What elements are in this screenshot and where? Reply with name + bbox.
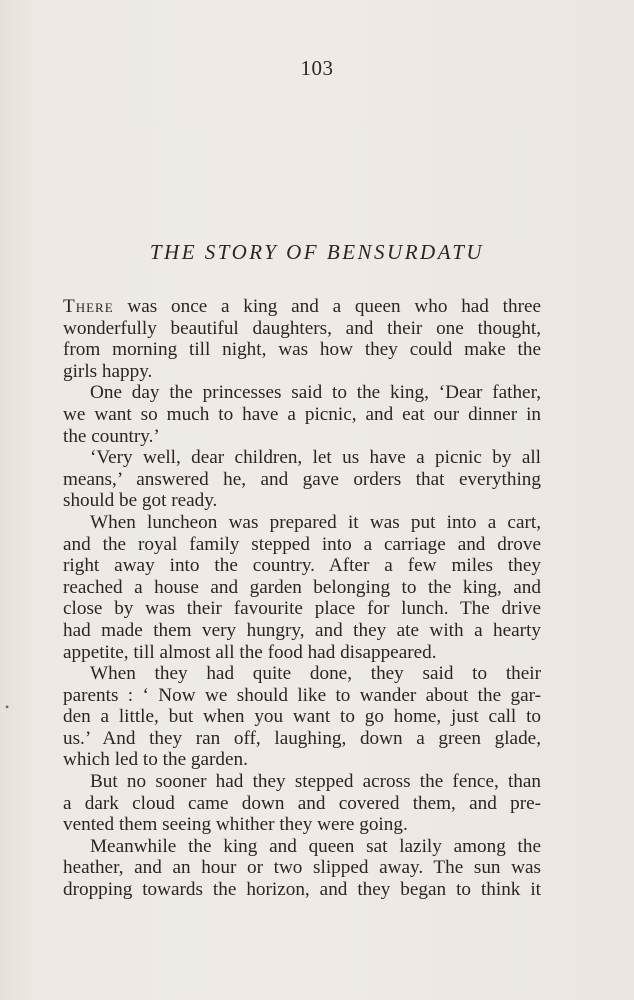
text-line xyxy=(63,318,541,340)
line-text: us.’ And they ran off, laughing, down a green glade, xyxy=(63,727,541,749)
text-line xyxy=(63,836,541,858)
line-text: heather, and an hour or two slipped away. The sun was xyxy=(63,857,541,879)
line-text: was once a king and a queen who had three xyxy=(113,296,541,317)
line-text: vented them seeing whither they were going. xyxy=(63,814,408,836)
line-text: the country.’ xyxy=(63,425,160,447)
line-text: girls happy. xyxy=(63,360,153,382)
text-line xyxy=(63,512,541,534)
text-line xyxy=(63,814,541,836)
line-text: close by was their favourite place for lunch. The drive xyxy=(63,598,541,620)
text-line xyxy=(63,361,541,383)
text-line xyxy=(63,534,541,556)
text-line xyxy=(63,404,541,426)
text-line xyxy=(63,642,541,664)
text-line xyxy=(63,469,541,491)
margin-mark: • xyxy=(5,700,10,714)
line-text: One day the princesses said to the king, ‘Dear father, xyxy=(90,382,541,404)
text-line xyxy=(63,620,541,642)
line-text: should be got ready. xyxy=(63,490,218,512)
line-text: parents : ‘ Now we should like to wander about the gar- xyxy=(63,684,541,706)
text-line xyxy=(63,685,541,707)
line-text: had made them very hungry, and they ate with a hearty xyxy=(63,619,541,641)
line-text: But no sooner had they stepped across the fence, than xyxy=(90,771,541,793)
text-line xyxy=(63,447,541,469)
line-text: means,’ answered he, and gave orders that everything xyxy=(63,468,541,490)
text-line xyxy=(63,857,541,879)
line-text: from morning till night, was how they could make the xyxy=(63,339,541,361)
line-text: dropping towards the horizon, and they began to think it xyxy=(63,879,541,901)
page-number: 103 xyxy=(300,56,334,80)
text-line xyxy=(63,706,541,728)
text-line xyxy=(63,749,541,771)
text-line xyxy=(63,296,541,318)
story-text xyxy=(63,296,541,901)
line-text: which led to the garden. xyxy=(63,749,248,771)
line-text: reached a house and garden belonging to the king, and xyxy=(63,576,541,598)
drop-word: There xyxy=(63,296,114,317)
text-line xyxy=(63,577,541,599)
line-text: When luncheon was prepared it was put into a cart, xyxy=(90,511,541,533)
text-line xyxy=(63,339,541,361)
story-title: THE STORY OF BENSURDATU xyxy=(149,240,485,264)
text-line xyxy=(63,793,541,815)
line-text: and the royal family stepped into a carriage and drove xyxy=(63,533,541,555)
line-text: wonderfully beautiful daughters, and their one thought, xyxy=(63,317,541,339)
line-text: right away into the country. After a few miles they xyxy=(63,555,541,577)
text-line xyxy=(63,426,541,448)
line-text: Meanwhile the king and queen sat lazily among the xyxy=(90,835,541,857)
text-line xyxy=(63,598,541,620)
line-text: When they had quite done, they said to their xyxy=(90,663,541,685)
line-text: den a little, but when you want to go home, just call to xyxy=(63,706,541,728)
text-line xyxy=(63,663,541,685)
text-line xyxy=(63,771,541,793)
line-text: a dark cloud came down and covered them, and pre- xyxy=(63,792,541,814)
text-line xyxy=(63,490,541,512)
text-line xyxy=(63,728,541,750)
line-text: ‘Very well, dear children, let us have a picnic by all xyxy=(90,447,541,469)
line-text: appetite, till almost all the food had disappeared. xyxy=(63,641,437,663)
text-line xyxy=(63,879,541,901)
text-line xyxy=(63,555,541,577)
text-line xyxy=(63,382,541,404)
line-text: we want so much to have a picnic, and eat our dinner in xyxy=(63,403,541,425)
